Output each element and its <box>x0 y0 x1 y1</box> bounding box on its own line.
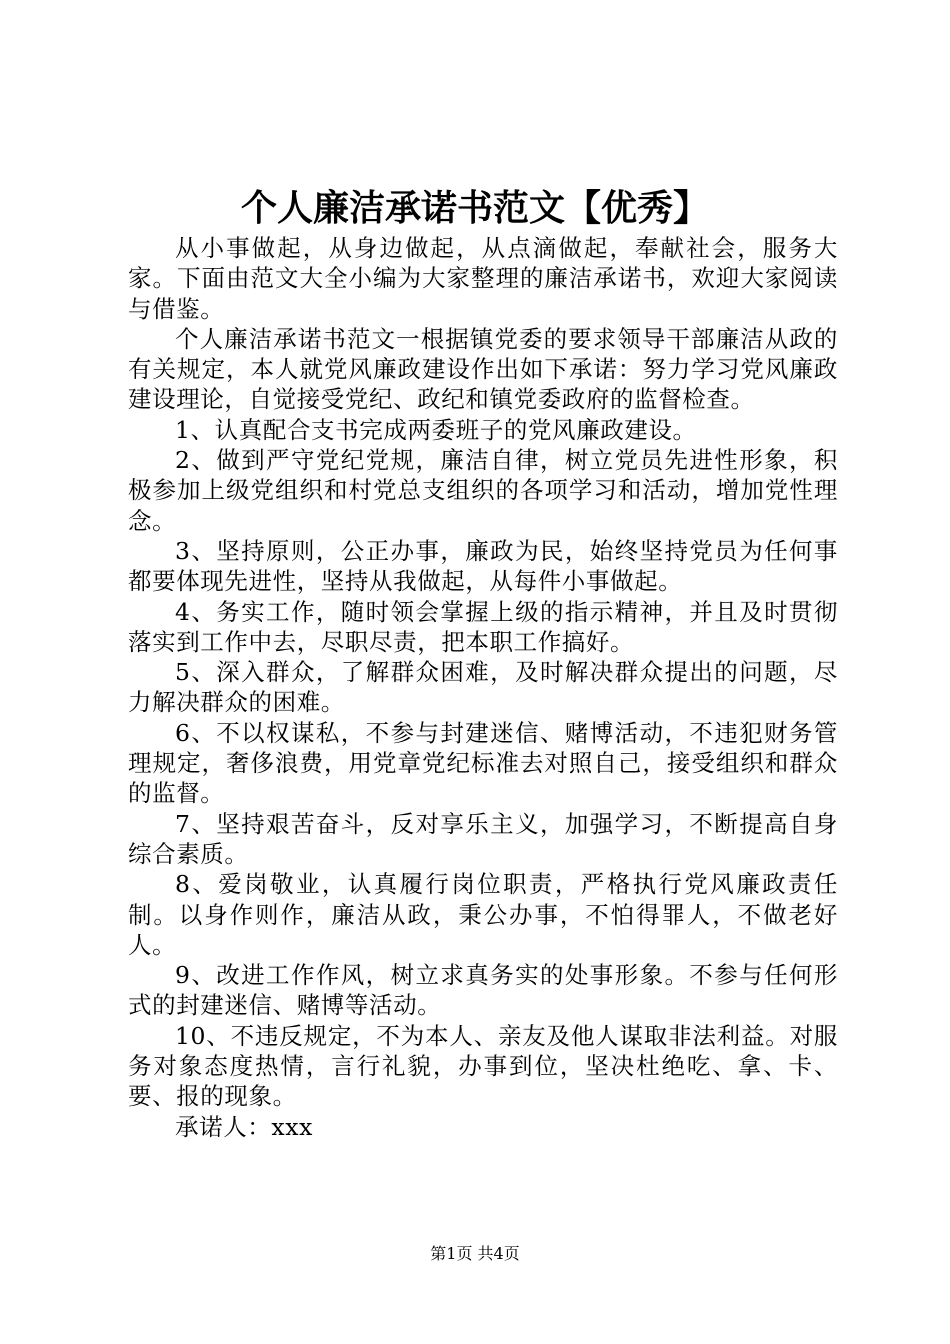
paragraph-item-6: 6、不以权谋私，不参与封建迷信、赌博活动，不违犯财务管理规定，奢侈浪费，用党章党纪标准去对照自己，接受组织和群众的监督。 <box>128 718 838 808</box>
paragraph-item-7: 7、坚持艰苦奋斗，反对享乐主义，加强学习，不断提高自身综合素质。 <box>128 809 838 868</box>
paragraph-item-10: 10、不违反规定，不为本人、亲友及他人谋取非法利益。对服务对象态度热情，言行礼貌，办事到位，坚决杜绝吃、拿、卡、要、报的现象。 <box>128 1021 838 1111</box>
paragraph-item-8: 8、爱岗敬业，认真履行岗位职责，严格执行党风廉政责任制。以身作则作，廉洁从政，秉公办事，不怕得罪人，不做老好人。 <box>128 870 838 959</box>
paragraph-intro: 从小事做起，从身边做起，从点滴做起，奉献社会，服务大家。下面由范文大全小编为大家整理的廉洁承诺书，欢迎大家阅读与借鉴。 <box>128 234 838 323</box>
paragraph-item-5: 5、深入群众，了解群众困难，及时解决群众提出的问题，尽力解决群众的困难。 <box>128 658 838 717</box>
paragraph-item-9: 9、改进工作作风，树立求真务实的处事形象。不参与任何形式的封建迷信、赌博等活动。 <box>128 961 838 1020</box>
paragraph-item-1: 1、认真配合支书完成两委班子的党风廉政建设。 <box>175 415 697 444</box>
paragraph-item-3: 3、坚持原则，公正办事，廉政为民，始终坚持党员为任何事都要体现先进性，坚持从我做起，从每件小事做起。 <box>128 536 838 596</box>
signature-line: 承诺人：xxx <box>175 1112 313 1141</box>
paragraph-item-2: 2、做到严守党纪党规，廉洁自律，树立党员先进性形象，积极参加上级党组织和村党总支组织的各项学习和活动，增加党性理念。 <box>128 446 838 535</box>
paragraph-preamble: 个人廉洁承诺书范文一根据镇党委的要求领导干部廉洁从政的有关规定，本人就党风廉政建设作出如下承诺：努力学习党风廉政建设理论，自觉接受党纪、政纪和镇党委政府的监督检查。 <box>128 324 838 414</box>
page-footer: 第1页 共4页 <box>430 1244 520 1263</box>
document-title: 个人廉洁承诺书范文【优秀】 <box>240 187 709 229</box>
paragraph-item-4: 4、务实工作，随时领会掌握上级的指示精神，并且及时贯彻落实到工作中去，尽职尽责，把本职工作搞好。 <box>128 597 838 656</box>
document-body <box>128 233 838 1142</box>
